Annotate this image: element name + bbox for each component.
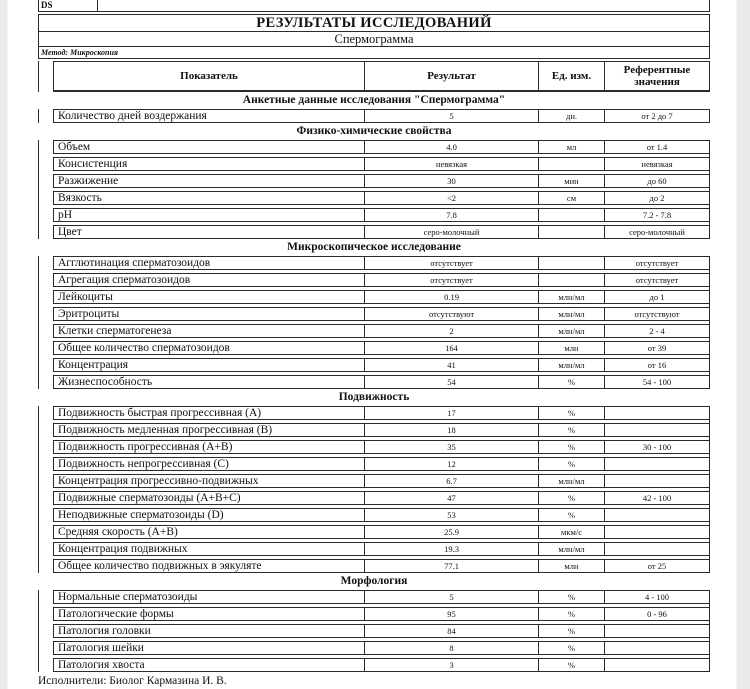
ref-range-cell xyxy=(605,458,709,470)
result-row xyxy=(53,559,710,573)
result-cell: 7.8 xyxy=(365,209,539,221)
indicator-cell: Общее количество подвижных в эякуляте xyxy=(54,560,365,572)
unit-cell: % xyxy=(539,407,605,419)
ref-range-cell: отсутствуют xyxy=(634,308,680,319)
column-header-unit: Ед. изм. xyxy=(539,62,605,90)
result-row xyxy=(53,491,710,505)
indicator-cell: Патология головки xyxy=(54,625,365,637)
column-header-wrap xyxy=(38,61,710,92)
page-edge-left xyxy=(0,0,8,689)
report-subtitle: Спермограмма xyxy=(39,32,709,47)
indicator-cell: Подвижность быстрая прогрессивная (A) xyxy=(54,407,365,419)
ref-range-cell xyxy=(605,543,709,555)
unit-cell: дн. xyxy=(539,110,605,122)
column-header-row xyxy=(53,61,710,92)
result-cell: 8 xyxy=(365,642,539,654)
unit-cell xyxy=(539,274,605,286)
result-cell: 4.0 xyxy=(365,141,539,153)
result-cell: 77.1 xyxy=(365,560,539,572)
unit-cell: % xyxy=(539,492,605,504)
result-row xyxy=(53,423,710,437)
indicator-cell: Патология шейки xyxy=(54,642,365,654)
result-cell: отсутствует xyxy=(365,257,539,269)
result-cell: 19.3 xyxy=(365,543,539,555)
unit-cell: млн/мл xyxy=(539,308,605,320)
column-header-reference: Референтные значения xyxy=(623,64,691,88)
result-row xyxy=(53,273,710,287)
indicator-cell: Подвижность непрогрессивная (C) xyxy=(54,458,365,470)
ds-label: DS xyxy=(39,0,98,11)
unit-cell: % xyxy=(539,509,605,521)
result-row xyxy=(53,174,710,188)
section-title: Физико-химические свойства xyxy=(296,125,452,137)
result-cell: отсутствует xyxy=(365,274,539,286)
unit-cell: % xyxy=(539,424,605,436)
ref-range-cell: 7.2 - 7.8 xyxy=(642,209,672,220)
ref-range-cell xyxy=(605,526,709,538)
unit-cell: % xyxy=(539,659,605,671)
result-row xyxy=(53,658,710,672)
unit-cell: млн xyxy=(539,342,605,354)
indicator-cell: Средняя скорость (A+B) xyxy=(54,526,365,538)
section-rows-group xyxy=(38,590,710,672)
result-row xyxy=(53,341,710,355)
unit-cell: % xyxy=(539,642,605,654)
result-row xyxy=(53,140,710,154)
indicator-cell: Жизнеспособность xyxy=(54,376,365,388)
result-row xyxy=(53,324,710,338)
result-row xyxy=(53,256,710,270)
result-cell: 41 xyxy=(365,359,539,371)
section-rows-group xyxy=(38,109,710,123)
ref-range-cell: до 60 xyxy=(647,175,667,186)
indicator-cell: Нормальные сперматозоиды xyxy=(54,591,365,603)
column-header-result: Результат xyxy=(365,62,539,90)
indicator-cell: Концентрация xyxy=(54,359,365,371)
indicator-cell: pH xyxy=(54,209,365,221)
ref-range-cell: отсутствует xyxy=(635,257,679,268)
ref-range-cell: 30 - 100 xyxy=(642,441,672,452)
result-cell: 17 xyxy=(365,407,539,419)
indicator-cell: Вязкость xyxy=(54,192,365,204)
unit-cell: мин xyxy=(539,175,605,187)
indicator-cell: Агрегация сперматозоидов xyxy=(54,274,365,286)
unit-cell: мл xyxy=(539,141,605,153)
section-title: Морфология xyxy=(340,575,408,587)
section-rows-group xyxy=(38,406,710,573)
indicator-cell: Разжижение xyxy=(54,175,365,187)
result-row xyxy=(53,191,710,205)
section-rows-group xyxy=(38,256,710,389)
ref-range-cell: от 2 до 7 xyxy=(641,110,673,121)
result-row xyxy=(53,641,710,655)
ref-range-cell: серо-молочный xyxy=(629,226,685,237)
indicator-cell: Клетки сперматогенеза xyxy=(54,325,365,337)
unit-cell: % xyxy=(539,441,605,453)
result-row xyxy=(53,225,710,239)
unit-cell: см xyxy=(539,192,605,204)
ref-range-cell: 2 - 4 xyxy=(649,325,665,336)
indicator-cell: Лейкоциты xyxy=(54,291,365,303)
ref-range-cell: до 2 xyxy=(649,192,665,203)
section-title: Анкетные данные исследования "Спермограмма" xyxy=(242,94,506,106)
result-row xyxy=(53,440,710,454)
result-row xyxy=(53,607,710,621)
result-row xyxy=(53,624,710,638)
indicator-cell: Количество дней воздержания xyxy=(54,110,365,122)
result-row xyxy=(53,457,710,471)
result-cell: 47 xyxy=(365,492,539,504)
indicator-cell: Подвижные сперматозоиды (A+B+C) xyxy=(54,492,365,504)
result-row xyxy=(53,406,710,420)
result-row xyxy=(53,590,710,604)
indicator-cell: Концентрация подвижных xyxy=(54,543,365,555)
report-content xyxy=(38,0,710,688)
unit-cell xyxy=(539,158,605,170)
unit-cell: % xyxy=(539,376,605,388)
unit-cell: % xyxy=(539,608,605,620)
ref-range-cell: 0 - 96 xyxy=(647,608,667,619)
unit-cell: млн/мл xyxy=(539,359,605,371)
ref-range-cell: 54 - 100 xyxy=(642,376,672,387)
report-title: РЕЗУЛЬТАТЫ ИССЛЕДОВАНИЙ xyxy=(39,15,709,32)
ref-range-cell: невязкая xyxy=(641,158,673,169)
result-cell: 5 xyxy=(365,591,539,603)
result-cell: 25.9 xyxy=(365,526,539,538)
result-row xyxy=(53,109,710,123)
indicator-cell: Объем xyxy=(54,141,365,153)
unit-cell xyxy=(539,209,605,221)
result-cell: 5 xyxy=(365,110,539,122)
unit-cell: млн xyxy=(539,560,605,572)
column-header-indicator: Показатель xyxy=(54,62,365,90)
unit-cell xyxy=(539,257,605,269)
ref-range-cell: отсутствует xyxy=(635,274,679,285)
page-edge-right xyxy=(736,0,750,689)
section-title: Микроскопическое исследование xyxy=(287,241,461,253)
result-row xyxy=(53,508,710,522)
result-row xyxy=(53,208,710,222)
result-cell: 3 xyxy=(365,659,539,671)
executors-line: Исполнители: Биолог Кармазина И. В. xyxy=(38,675,227,687)
ref-range-cell: до 1 xyxy=(649,291,665,302)
indicator-cell: Подвижность медленная прогрессивная (B) xyxy=(54,424,365,436)
ref-range-cell: от 1.4 xyxy=(646,141,668,152)
unit-cell: % xyxy=(539,591,605,603)
result-row xyxy=(53,525,710,539)
result-cell: 164 xyxy=(365,342,539,354)
result-cell: 0.19 xyxy=(365,291,539,303)
result-row xyxy=(53,375,710,389)
result-cell: 95 xyxy=(365,608,539,620)
result-row xyxy=(53,542,710,556)
ref-range-cell xyxy=(605,475,709,487)
result-cell: отсутствуют xyxy=(365,308,539,320)
result-row xyxy=(53,307,710,321)
indicator-cell: Агглютинация сперматозоидов xyxy=(54,257,365,269)
result-cell: <2 xyxy=(365,192,539,204)
indicator-cell: Эритроциты xyxy=(54,308,365,320)
unit-cell: млн/мл xyxy=(539,475,605,487)
indicator-cell: Цвет xyxy=(54,226,365,238)
unit-cell: % xyxy=(539,625,605,637)
result-cell: 54 xyxy=(365,376,539,388)
ref-range-cell xyxy=(605,424,709,436)
unit-cell: млн/мл xyxy=(539,543,605,555)
indicator-cell: Общее количество сперматозоидов xyxy=(54,342,365,354)
unit-cell: млн/мл xyxy=(539,325,605,337)
result-cell: 84 xyxy=(365,625,539,637)
result-row xyxy=(53,358,710,372)
result-row xyxy=(53,290,710,304)
ref-range-cell xyxy=(605,625,709,637)
unit-cell xyxy=(539,226,605,238)
ref-range-cell xyxy=(605,642,709,654)
ref-range-cell: 4 - 100 xyxy=(644,591,670,602)
result-cell: невязкая xyxy=(365,158,539,170)
result-cell: 53 xyxy=(365,509,539,521)
result-cell: 12 xyxy=(365,458,539,470)
result-cell: 2 xyxy=(365,325,539,337)
indicator-cell: Концентрация прогрессивно-подвижных xyxy=(54,475,365,487)
ref-range-cell: от 25 xyxy=(647,560,667,571)
indicator-cell: Неподвижные сперматозоиды (D) xyxy=(54,509,365,521)
ref-range-cell xyxy=(605,407,709,419)
section-title: Подвижность xyxy=(338,391,410,403)
table-body xyxy=(38,92,710,672)
ref-range-cell: от 16 xyxy=(647,359,667,370)
result-cell: 35 xyxy=(365,441,539,453)
result-cell: 6.7 xyxy=(365,475,539,487)
ref-range-cell: 42 - 100 xyxy=(642,492,672,503)
unit-cell: мкм/с xyxy=(539,526,605,538)
indicator-cell: Консистенция xyxy=(54,158,365,170)
method-line: Метод: Микроскопия xyxy=(41,48,119,57)
result-cell: 30 xyxy=(365,175,539,187)
ds-row xyxy=(38,0,710,12)
unit-cell: млн/мл xyxy=(539,291,605,303)
ref-range-cell xyxy=(605,659,709,671)
indicator-cell: Патологические формы xyxy=(54,608,365,620)
result-cell: 18 xyxy=(365,424,539,436)
result-cell: серо-молочный xyxy=(365,226,539,238)
section-rows-group xyxy=(38,140,710,239)
ref-range-cell: от 39 xyxy=(647,342,667,353)
indicator-cell: Подвижность прогрессивная (A+B) xyxy=(54,441,365,453)
result-row xyxy=(53,157,710,171)
indicator-cell: Патология хвоста xyxy=(54,659,365,671)
result-row xyxy=(53,474,710,488)
title-block xyxy=(38,14,710,59)
unit-cell: % xyxy=(539,458,605,470)
ref-range-cell xyxy=(605,509,709,521)
